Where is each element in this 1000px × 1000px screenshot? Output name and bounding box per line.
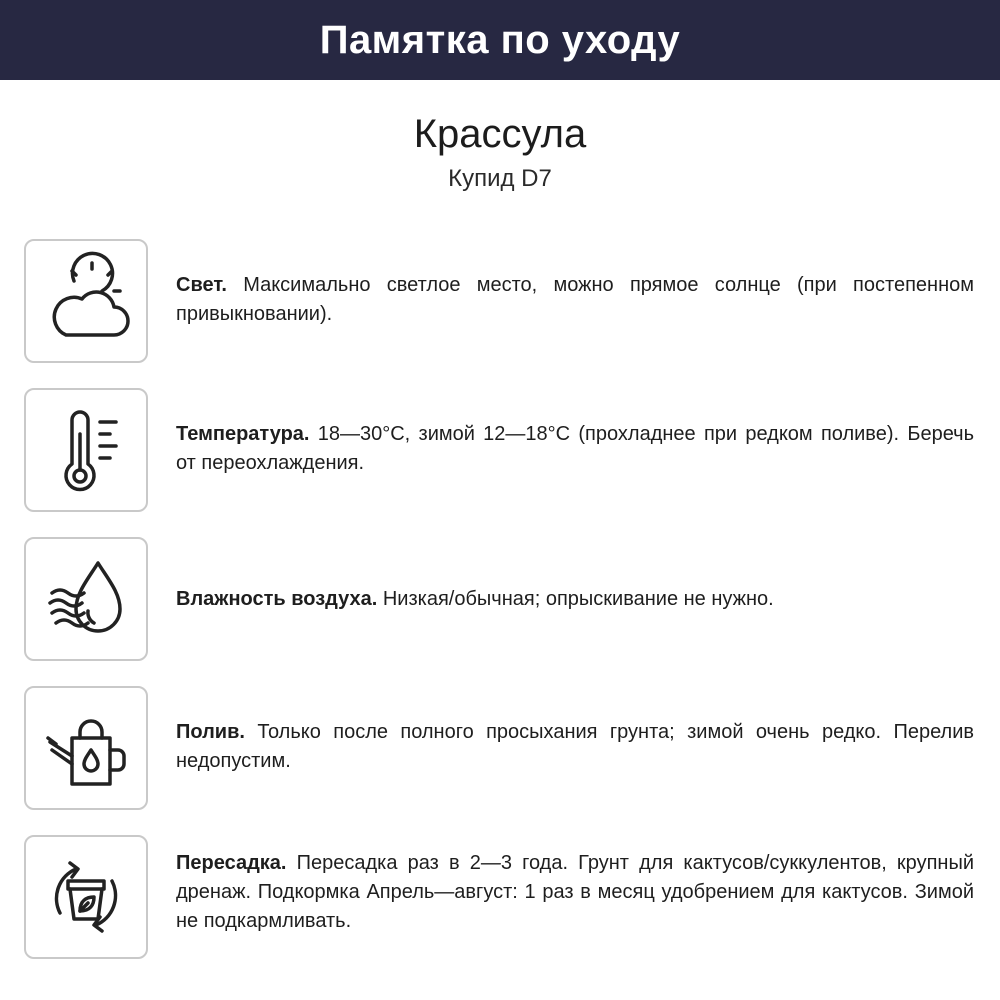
- repotting-pot-icon: [36, 847, 136, 947]
- care-label: Температура.: [176, 423, 310, 445]
- plant-name: Крассула: [413, 112, 587, 156]
- care-item-repotting: [0, 835, 1000, 965]
- header-bar: [0, 0, 1000, 80]
- care-label: Свет.: [176, 274, 227, 296]
- care-description: 18—30°С, зимой 12—18°С (прохладнее при редком поливе). Беречь от переохлаждения.: [176, 423, 974, 474]
- care-description: Пересадка раз в 2—3 года. Грунт для кактусов/суккулентов, крупный дренаж. Подкормка Апрель—август: 1 раз в месяц удобрением для кактусов. Зимой не подкармливать.: [176, 852, 974, 932]
- care-description: Низкая/обычная; опрыскивание не нужно.: [382, 588, 774, 610]
- care-label: Полив.: [176, 721, 245, 743]
- care-description: Максимально светлое место, можно прямое солнце (при постепенном привыкновании).: [176, 274, 974, 325]
- care-text: [176, 420, 974, 478]
- care-icon-box: [24, 388, 148, 512]
- care-item-humidity: [0, 537, 1000, 667]
- care-text: [176, 849, 974, 936]
- care-label: Пересадка.: [176, 852, 287, 874]
- humidity-drop-icon: [36, 549, 136, 649]
- care-icon-box: [24, 239, 148, 363]
- care-item-watering: [0, 686, 1000, 816]
- plant-variety: Купид D7: [448, 165, 552, 192]
- care-text: [176, 585, 974, 614]
- care-description: Только после полного просыхания грунта; зимой очень редко. Перелив недопустим.: [176, 721, 975, 772]
- care-item-temperature: [0, 388, 1000, 518]
- care-icon-box: [24, 686, 148, 810]
- care-label: Влажность воздуха.: [176, 588, 378, 610]
- sun-cloud-icon: [36, 251, 136, 351]
- watering-can-icon: [36, 698, 136, 798]
- care-item-light: [0, 239, 1000, 369]
- thermometer-icon: [36, 400, 136, 500]
- care-icon-box: [24, 537, 148, 661]
- care-icon-box: [24, 835, 148, 959]
- care-text: [176, 271, 974, 329]
- page-title: Памятка по уходу: [319, 17, 681, 62]
- care-text: [176, 718, 974, 776]
